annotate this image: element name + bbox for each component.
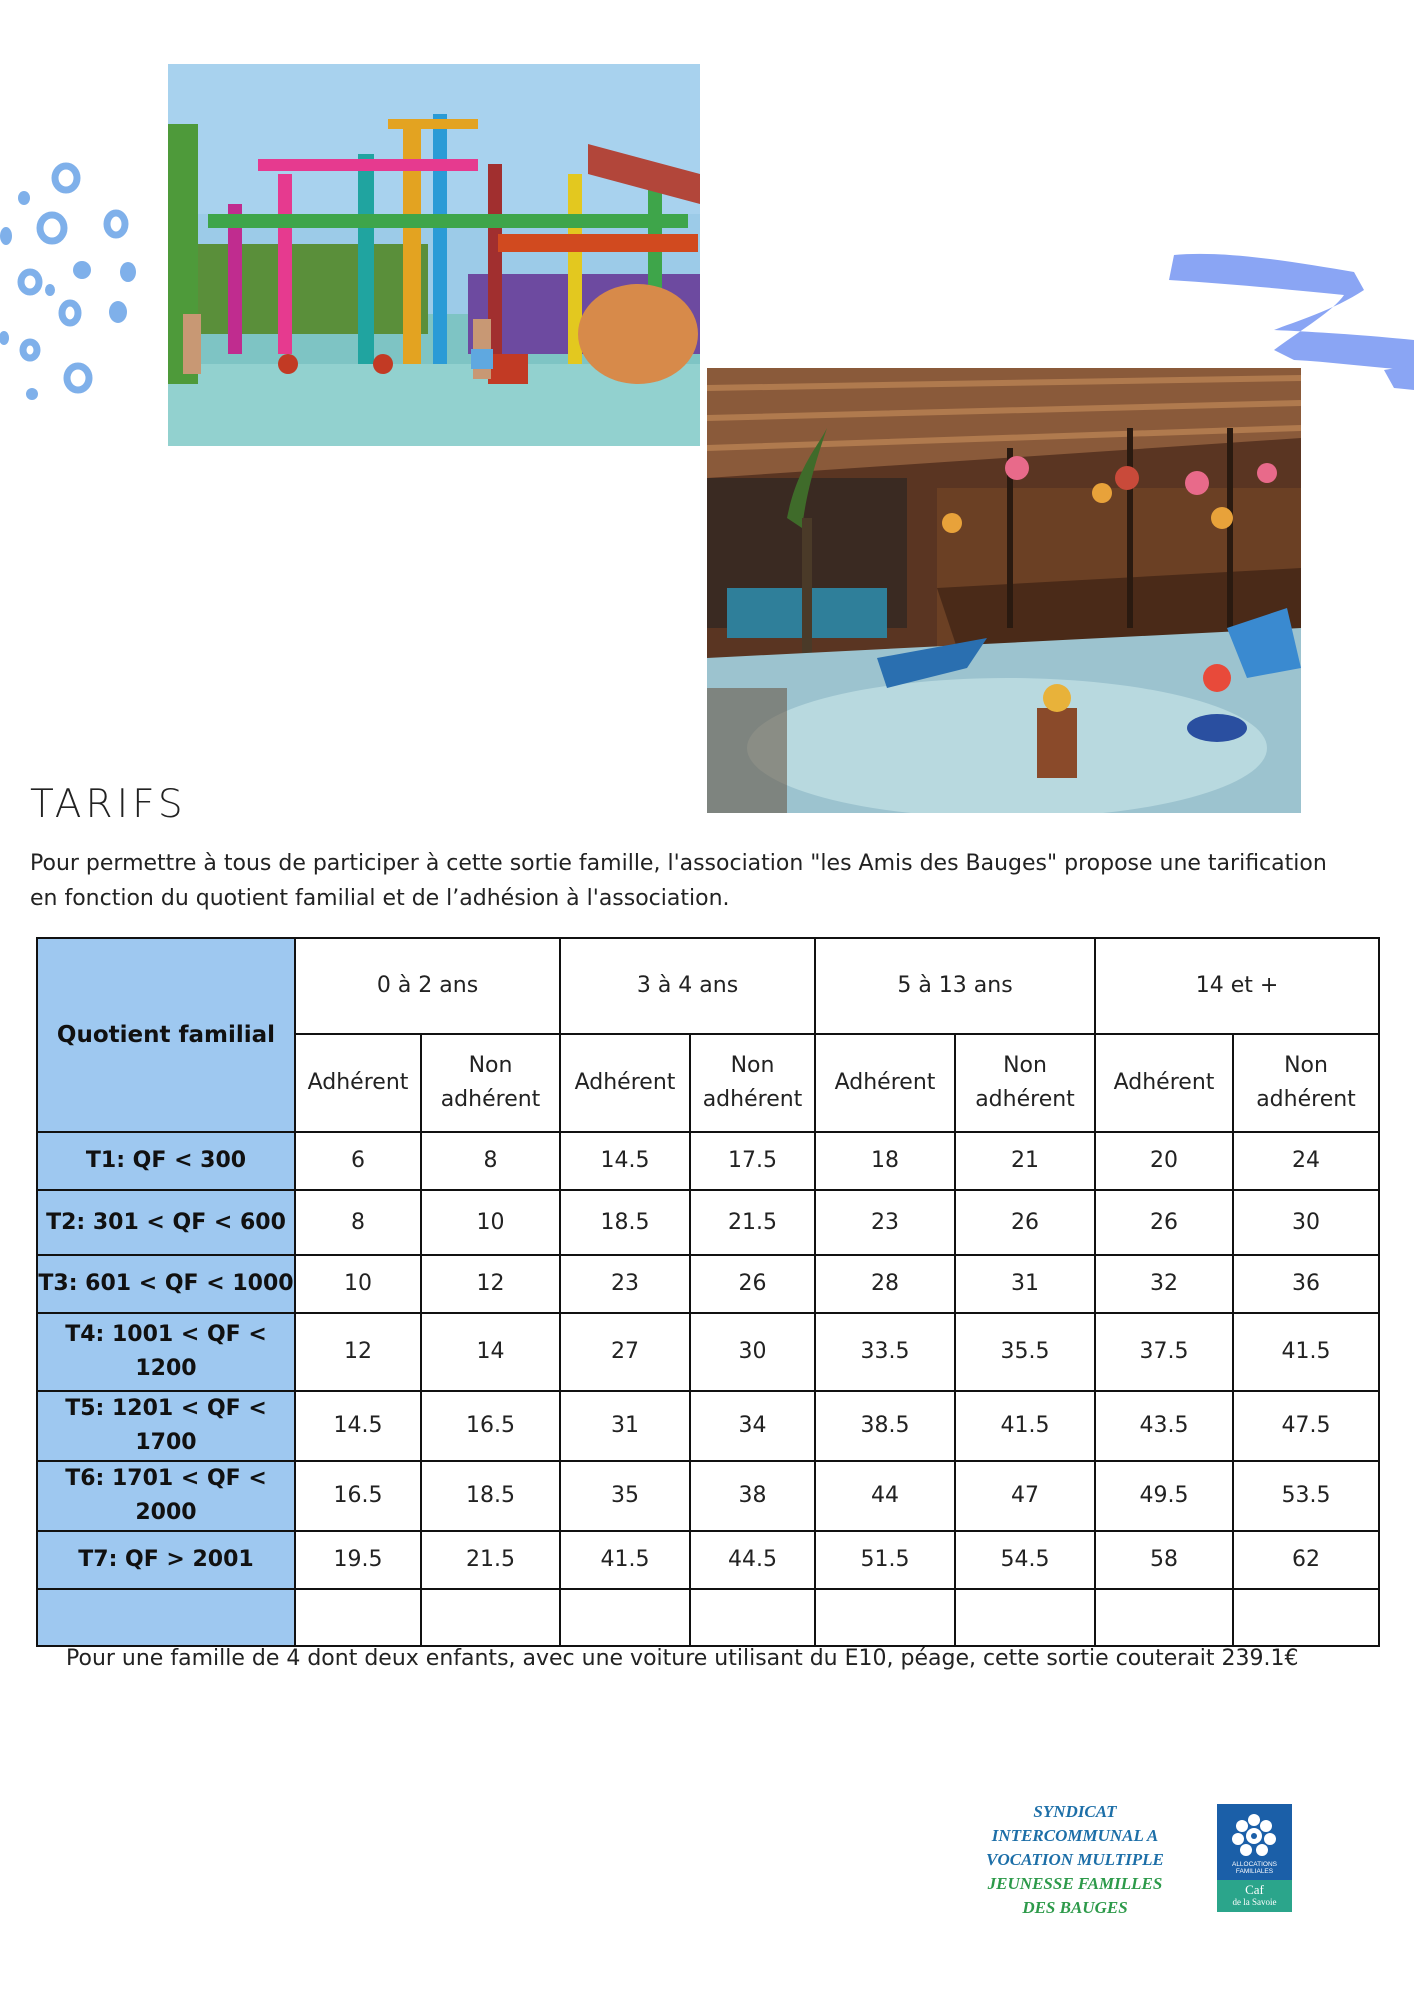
price-cell: 17.5: [690, 1132, 815, 1190]
price-cell: 41.5: [1233, 1313, 1379, 1391]
syndicat-logo-line: JEUNESSE FAMILLES: [987, 1874, 1163, 1893]
price-cell: 20: [1095, 1132, 1233, 1190]
price-cell: 6: [295, 1132, 421, 1190]
price-cell: 44: [815, 1461, 955, 1531]
adherent-header: Adhérent: [560, 1034, 690, 1132]
qf-tier-label: T6: 1701 < QF < 2000: [37, 1461, 295, 1531]
non-adherent-header: Non adhérent: [955, 1034, 1095, 1132]
price-cell: [815, 1589, 955, 1646]
quotient-familial-header: Quotient familial: [37, 938, 295, 1132]
caf-af-line: FAMILIALES: [1235, 1868, 1274, 1875]
price-cell: 44.5: [690, 1531, 815, 1589]
adherent-header: Adhérent: [1095, 1034, 1233, 1132]
price-cell: 32: [1095, 1255, 1233, 1313]
syndicat-logo-line: SYNDICAT: [1033, 1802, 1117, 1821]
table-row: [37, 1255, 1379, 1313]
price-cell: 54.5: [955, 1531, 1095, 1589]
adherent-header: Adhérent: [295, 1034, 421, 1132]
price-cell: 37.5: [1095, 1313, 1233, 1391]
intro-paragraph: Pour permettre à tous de participer à cette sortie famille, l'association "les Amis des Bauges" propose une tarification en fonction du quotient familial et de l’adhésion à l'association.: [30, 851, 1327, 911]
price-cell: 21.5: [690, 1190, 815, 1255]
caf-label: [1217, 1880, 1292, 1912]
table-row: [37, 1391, 1379, 1461]
price-cell: [1233, 1589, 1379, 1646]
price-cell: 26: [955, 1190, 1095, 1255]
price-cell: 43.5: [1095, 1391, 1233, 1461]
caf-af-line: ALLOCATIONS: [1231, 1861, 1278, 1868]
price-cell: 31: [955, 1255, 1095, 1313]
waterpark-outdoor-photo: [168, 64, 700, 446]
price-cell: 19.5: [295, 1531, 421, 1589]
price-cell: 10: [295, 1255, 421, 1313]
waterpark-indoor-photo: [707, 368, 1301, 813]
price-cell: 14.5: [295, 1391, 421, 1461]
table-row: [37, 1190, 1379, 1255]
price-cell: 51.5: [815, 1531, 955, 1589]
qf-tier-label: T3: 601 < QF < 1000: [37, 1255, 295, 1313]
caf-text: Caf: [1245, 1882, 1264, 1897]
price-cell: 16.5: [421, 1391, 560, 1461]
price-cell: 26: [1095, 1190, 1233, 1255]
price-cell: 35: [560, 1461, 690, 1531]
caf-allocations-text: [1217, 1861, 1292, 1875]
age-group-header: 0 à 2 ans: [295, 938, 560, 1034]
table-row: [37, 1461, 1379, 1531]
price-cell: 38.5: [815, 1391, 955, 1461]
caf-flower-icon: [1226, 1810, 1283, 1860]
non-adherent-header: Non adhérent: [421, 1034, 560, 1132]
price-cell: 26: [690, 1255, 815, 1313]
price-cell: [955, 1589, 1095, 1646]
age-group-header: 14 et +: [1095, 938, 1379, 1034]
footer-note: Pour une famille de 4 dont deux enfants, avec une voiture utilisant du E10, péage, cette sortie couterait 239.1€: [66, 1646, 1299, 1671]
tarifs-table: [36, 937, 1380, 1647]
price-cell: 24: [1233, 1132, 1379, 1190]
price-cell: 35.5: [955, 1313, 1095, 1391]
price-cell: 23: [560, 1255, 690, 1313]
table-row: [37, 1589, 1379, 1646]
qf-tier-label: T2: 301 < QF < 600: [37, 1190, 295, 1255]
qf-tier-label: T7: QF > 2001: [37, 1531, 295, 1589]
qf-tier-label: [37, 1589, 295, 1646]
decorative-dots: [0, 150, 150, 410]
price-cell: 14: [421, 1313, 560, 1391]
caf-region-text: de la Savoie: [1232, 1897, 1277, 1907]
price-cell: 41.5: [955, 1391, 1095, 1461]
price-cell: 34: [690, 1391, 815, 1461]
price-cell: 47: [955, 1461, 1095, 1531]
price-cell: 38: [690, 1461, 815, 1531]
price-cell: 58: [1095, 1531, 1233, 1589]
price-cell: 49.5: [1095, 1461, 1233, 1531]
price-cell: 12: [295, 1313, 421, 1391]
price-cell: 23: [815, 1190, 955, 1255]
price-cell: 31: [560, 1391, 690, 1461]
price-cell: 47.5: [1233, 1391, 1379, 1461]
syndicat-logo-line: INTERCOMMUNAL A: [991, 1826, 1159, 1845]
age-group-header-row: [37, 938, 1379, 1034]
price-cell: 62: [1233, 1531, 1379, 1589]
price-cell: 8: [421, 1132, 560, 1190]
adherent-header: Adhérent: [815, 1034, 955, 1132]
age-group-header: 3 à 4 ans: [560, 938, 815, 1034]
non-adherent-header: Non adhérent: [690, 1034, 815, 1132]
caf-logo: [1217, 1804, 1292, 1912]
price-cell: 28: [815, 1255, 955, 1313]
price-cell: 30: [690, 1313, 815, 1391]
price-cell: 53.5: [1233, 1461, 1379, 1531]
qf-tier-label: T4: 1001 < QF < 1200: [37, 1313, 295, 1391]
price-cell: 27: [560, 1313, 690, 1391]
price-cell: 21.5: [421, 1531, 560, 1589]
price-cell: 10: [421, 1190, 560, 1255]
price-cell: 21: [955, 1132, 1095, 1190]
price-cell: [690, 1589, 815, 1646]
page-title: TARIFS: [30, 782, 187, 827]
price-cell: 12: [421, 1255, 560, 1313]
qf-tier-label: T5: 1201 < QF < 1700: [37, 1391, 295, 1461]
price-cell: [560, 1589, 690, 1646]
syndicat-logo-line: VOCATION MULTIPLE: [986, 1850, 1164, 1869]
price-cell: 41.5: [560, 1531, 690, 1589]
price-cell: 8: [295, 1190, 421, 1255]
price-cell: 18.5: [560, 1190, 690, 1255]
price-cell: [1095, 1589, 1233, 1646]
table-row: [37, 1132, 1379, 1190]
qf-tier-label: T1: QF < 300: [37, 1132, 295, 1190]
price-cell: 30: [1233, 1190, 1379, 1255]
syndicat-logo: [960, 1800, 1190, 1920]
age-group-header: 5 à 13 ans: [815, 938, 1095, 1034]
price-cell: 14.5: [560, 1132, 690, 1190]
price-cell: 18.5: [421, 1461, 560, 1531]
table-row: [37, 1313, 1379, 1391]
price-cell: 18: [815, 1132, 955, 1190]
price-cell: 33.5: [815, 1313, 955, 1391]
table-row: [37, 1531, 1379, 1589]
syndicat-logo-line: DES BAUGES: [1022, 1898, 1128, 1917]
price-cell: [295, 1589, 421, 1646]
non-adherent-header: Non adhérent: [1233, 1034, 1379, 1132]
price-cell: [421, 1589, 560, 1646]
price-cell: 36: [1233, 1255, 1379, 1313]
price-cell: 16.5: [295, 1461, 421, 1531]
